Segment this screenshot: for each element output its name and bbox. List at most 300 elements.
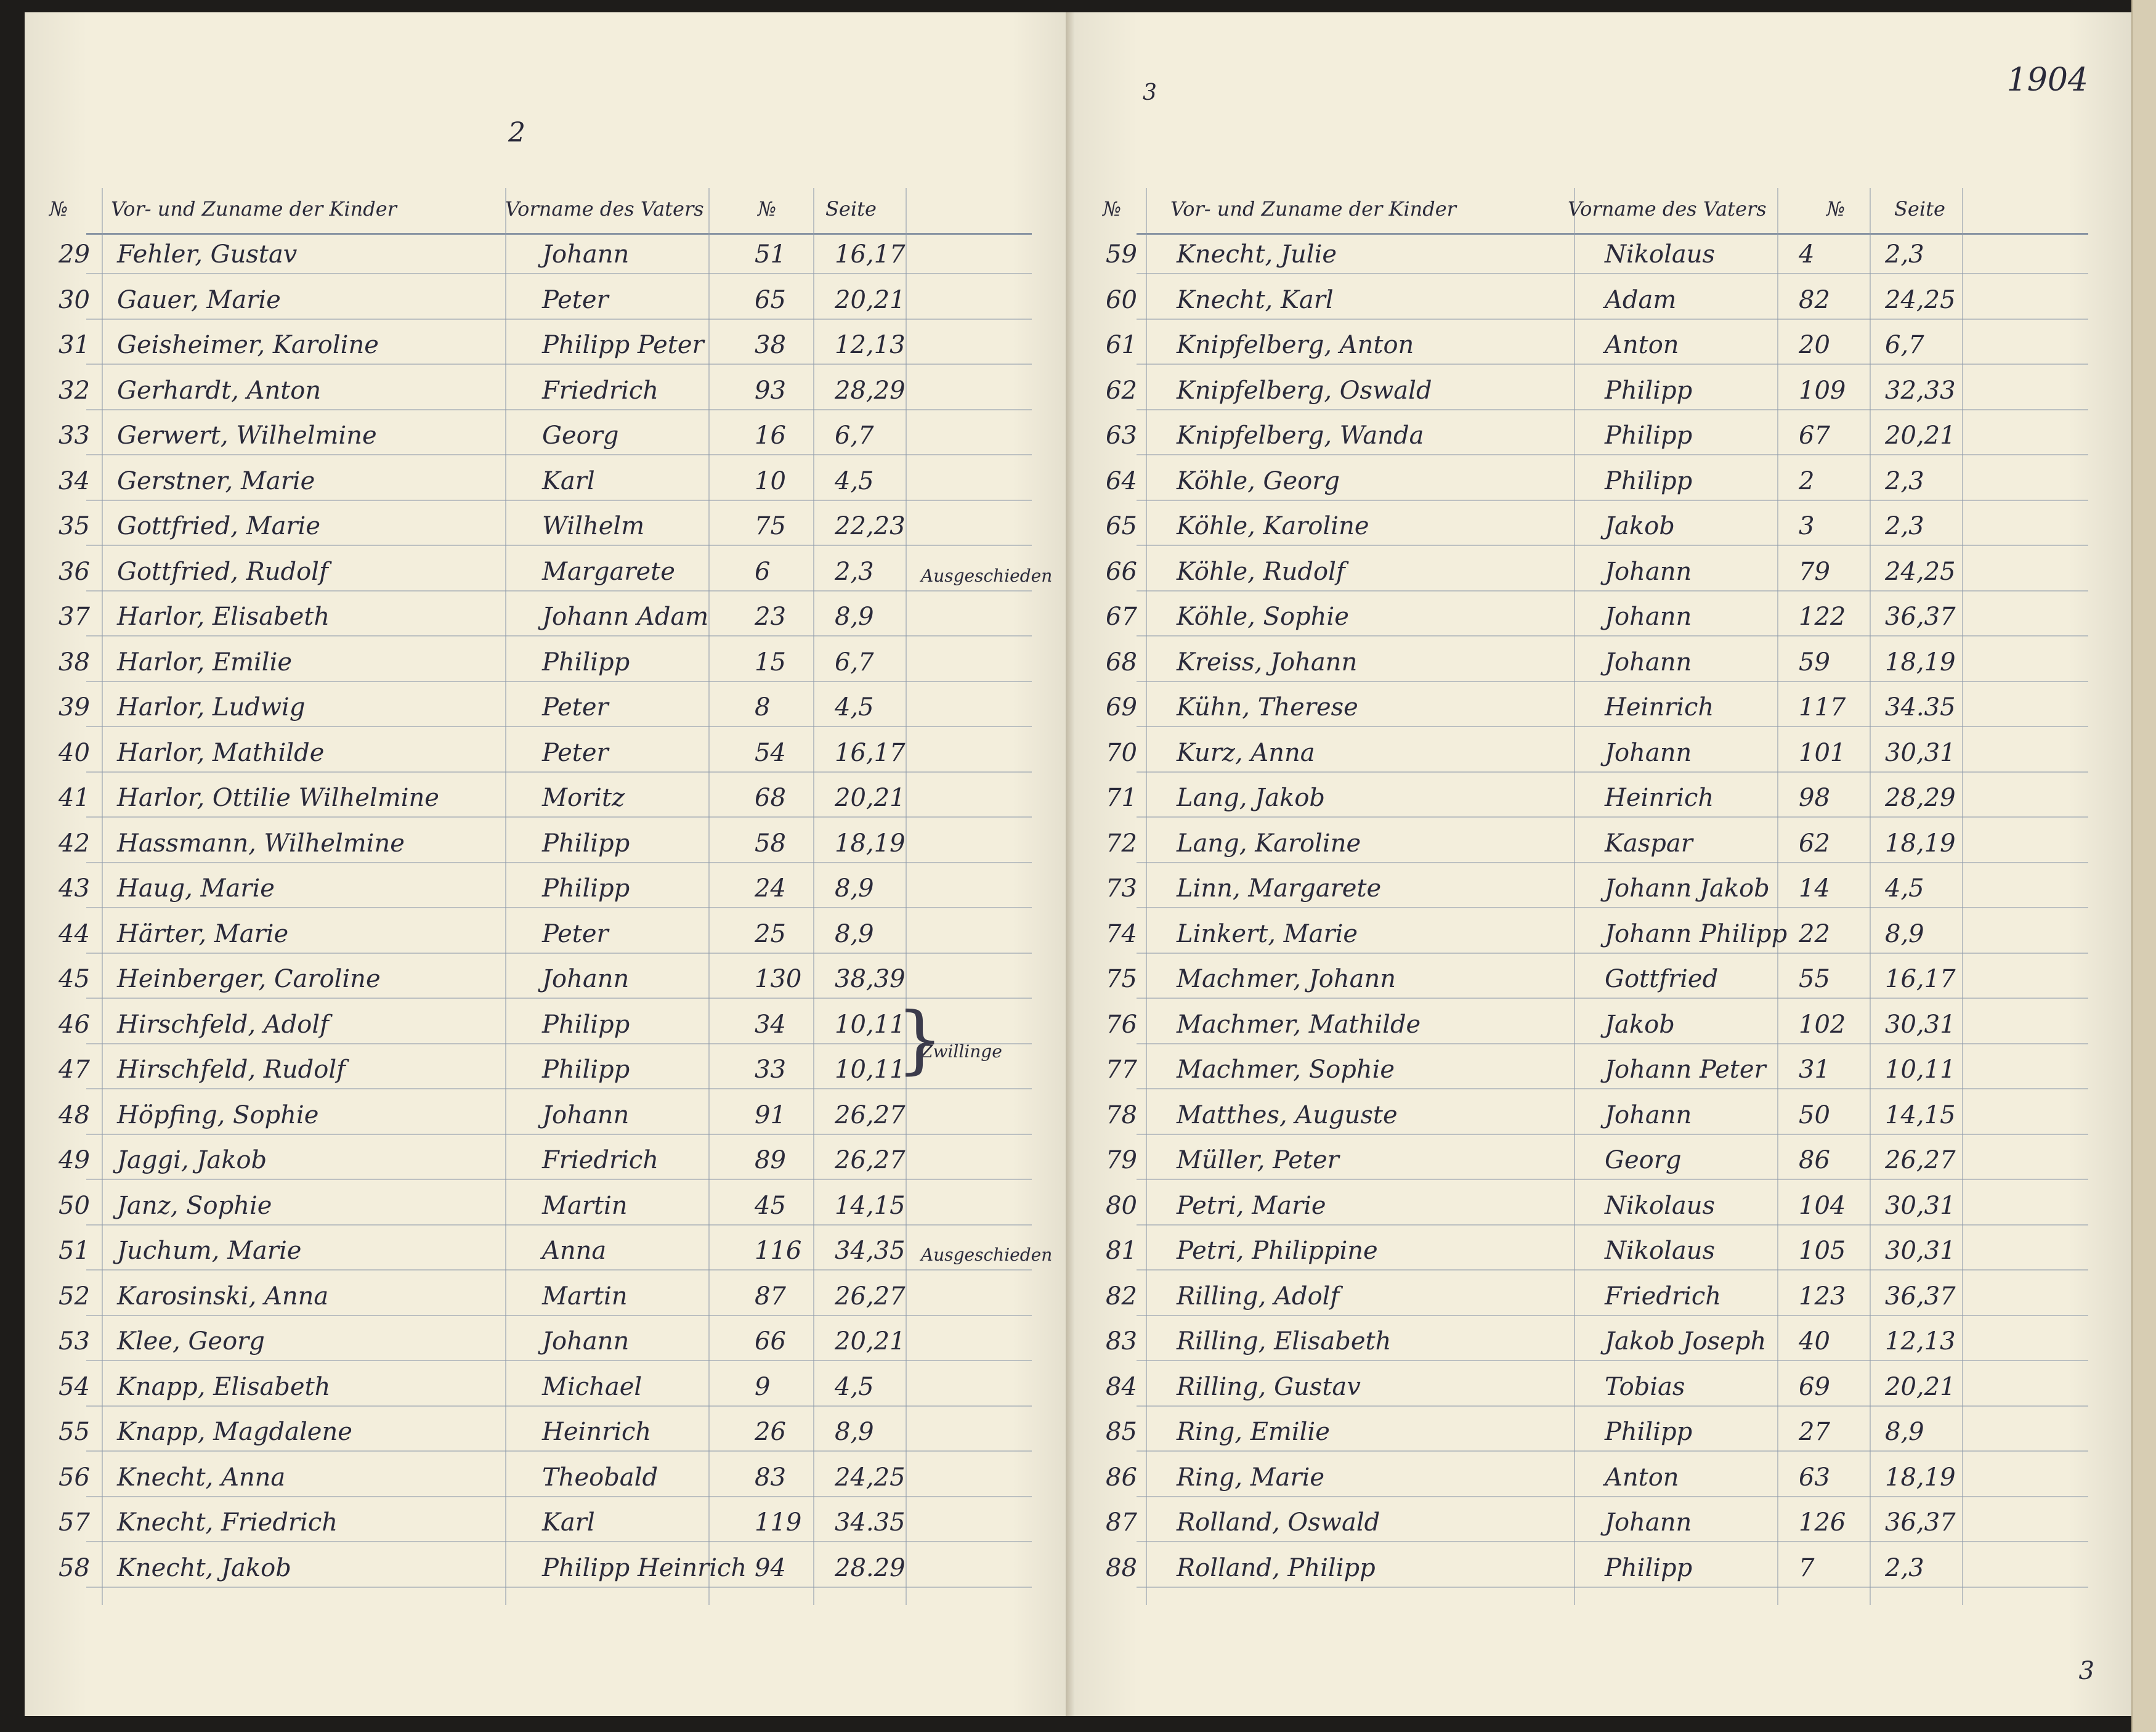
cell-name: Geisheimer, Karoline [117,331,379,359]
cell-nr: 47 [59,1055,90,1084]
cell-page: 8,9 [835,603,874,631]
cell-name: Harlor, Mathilde [117,738,325,767]
row-rule [86,590,1032,592]
cell-father: Johann Peter [1605,1055,1766,1084]
cell-father: Anton [1605,331,1679,359]
cell-nr: 86 [1106,1463,1137,1492]
cell-num: 2 [1799,466,1815,495]
cell-page: 6,7 [835,421,874,450]
cell-num: 63 [1799,1463,1830,1492]
cell-num: 7 [1799,1553,1815,1582]
cell-num: 8 [755,693,771,722]
row-note: Ausgeschieden [921,1245,1053,1265]
row-rule [86,681,1032,682]
cell-page: 8,9 [835,919,874,948]
cell-nr: 74 [1106,919,1137,948]
cell-page: 30,31 [1885,738,1956,767]
cell-nr: 64 [1106,466,1137,495]
cell-father: Philipp [1605,1418,1693,1446]
column-rule [1777,188,1778,1605]
cell-name: Harlor, Elisabeth [117,603,330,631]
row-rule [1137,454,2088,455]
cell-father: Nikolaus [1605,240,1716,269]
cell-nr: 52 [59,1282,90,1311]
cell-name: Machmer, Johann [1177,965,1396,993]
row-rule [86,1450,1032,1452]
cell-num: 55 [1799,965,1830,993]
cell-nr: 38 [59,648,90,677]
cell-name: Köhle, Sophie [1177,603,1349,631]
row-rule [86,1315,1032,1316]
cell-num: 51 [755,240,786,269]
cell-page: 2,3 [835,557,874,586]
header-nr: № [49,197,68,221]
cell-name: Jaggi, Jakob [117,1146,267,1174]
cell-nr: 84 [1106,1372,1137,1401]
row-rule [86,953,1032,954]
cell-name: Juchum, Marie [117,1237,302,1265]
cell-page: 34.35 [835,1508,906,1537]
cell-father: Jakob Joseph [1605,1327,1767,1356]
cell-father: Anton [1605,1463,1679,1492]
cell-num: 116 [755,1237,802,1265]
cell-father: Johann [542,240,630,269]
cell-nr: 75 [1106,965,1137,993]
cell-father: Karl [542,466,595,495]
cell-name: Knipfelberg, Oswald [1177,376,1432,405]
cell-name: Harlor, Emilie [117,648,293,677]
column-rule [813,188,814,1605]
cell-nr: 48 [59,1100,90,1129]
cell-page: 18,19 [835,829,906,858]
cell-page: 2,3 [1885,466,1924,495]
left-page [25,12,1075,1716]
header-child-name: Vor- und Zuname der Kinder [111,197,397,221]
cell-num: 40 [1799,1327,1830,1356]
cell-page: 28,29 [1885,784,1956,812]
cell-num: 59 [1799,648,1830,677]
cell-father: Heinrich [1605,784,1714,812]
page-edge [2131,0,2156,1732]
cell-num: 25 [755,919,786,948]
cell-num: 33 [755,1055,786,1084]
row-rule [86,862,1032,863]
cell-num: 68 [755,784,786,812]
cell-father: Margarete [542,557,675,586]
row-rule [86,1360,1032,1361]
row-rule [1137,1269,2088,1271]
header-number: № [1826,197,1846,221]
row-rule [86,907,1032,908]
cell-num: 126 [1799,1508,1846,1537]
cell-name: Rilling, Elisabeth [1177,1327,1392,1356]
cell-page: 2,3 [1885,240,1924,269]
cell-page: 10,11 [835,1010,906,1039]
cell-nr: 58 [59,1553,90,1582]
cell-num: 122 [1799,603,1846,631]
cell-name: Janz, Sophie [117,1191,272,1220]
cell-page: 10,11 [1885,1055,1956,1084]
cell-name: Karosinski, Anna [117,1282,329,1311]
cell-name: Köhle, Rudolf [1177,557,1345,586]
row-rule [1137,273,2088,274]
cell-page: 4,5 [835,693,874,722]
cell-father: Nikolaus [1605,1237,1716,1265]
cell-father: Peter [542,919,609,948]
cell-father: Johann [1605,648,1692,677]
cell-father: Johann [1605,557,1692,586]
row-rule [1137,953,2088,954]
cell-num: 104 [1799,1191,1846,1220]
header-number: № [758,197,777,221]
cell-name: Gerwert, Wilhelmine [117,421,377,450]
cell-page: 32,33 [1885,376,1956,405]
row-rule [1137,409,2088,410]
cell-father: Michael [542,1372,642,1401]
row-rule [1137,1179,2088,1180]
row-rule [86,545,1032,546]
cell-num: 67 [1799,421,1830,450]
row-rule [86,816,1032,818]
row-rule [1137,590,2088,592]
cell-father: Peter [542,738,609,767]
row-rule [1137,1088,2088,1089]
cell-name: Heinberger, Caroline [117,965,381,993]
row-rule [86,273,1032,274]
cell-page: 36,37 [1885,603,1956,631]
cell-nr: 77 [1106,1055,1137,1084]
cell-nr: 32 [59,376,90,405]
cell-name: Ring, Emilie [1177,1418,1330,1446]
cell-page: 4,5 [835,466,874,495]
cell-father: Gottfried [1605,965,1719,993]
cell-page: 38,39 [835,965,906,993]
cell-father: Philipp [542,874,630,903]
cell-father: Tobias [1605,1372,1685,1401]
cell-page: 30,31 [1885,1191,1956,1220]
cell-father: Johann [542,1100,630,1129]
cell-nr: 61 [1106,331,1137,359]
cell-num: 26 [755,1418,786,1446]
header-rule [1137,233,2088,235]
cell-name: Kreiss, Johann [1177,648,1358,677]
cell-num: 31 [1799,1055,1830,1084]
row-rule [1137,1587,2088,1588]
cell-name: Petri, Marie [1177,1191,1326,1220]
row-rule [1137,500,2088,501]
cell-nr: 35 [59,512,90,540]
cell-name: Klee, Georg [117,1327,265,1356]
cell-name: Knecht, Friedrich [117,1508,338,1537]
cell-nr: 79 [1106,1146,1137,1174]
row-rule [86,1541,1032,1542]
cell-name: Knecht, Karl [1177,285,1334,314]
row-rule [1137,907,2088,908]
cell-name: Kühn, Therese [1177,693,1358,722]
cell-num: 91 [755,1100,786,1129]
row-rule [1137,816,2088,818]
cell-nr: 73 [1106,874,1137,903]
row-rule [1137,1496,2088,1497]
cell-page: 16,17 [1885,965,1956,993]
cell-nr: 63 [1106,421,1137,450]
cell-page: 20,21 [1885,421,1956,450]
row-rule [86,1224,1032,1226]
cell-name: Gerstner, Marie [117,466,315,495]
cell-name: Köhle, Karoline [1177,512,1369,540]
cell-nr: 87 [1106,1508,1137,1537]
column-rule [102,188,103,1605]
row-rule [1137,1043,2088,1044]
cell-nr: 68 [1106,648,1137,677]
cell-nr: 34 [59,466,90,495]
cell-nr: 36 [59,557,90,586]
cell-father: Peter [542,285,609,314]
cell-num: 130 [755,965,802,993]
row-rule [1137,1360,2088,1361]
cell-num: 102 [1799,1010,1846,1039]
cell-page: 26,27 [835,1282,906,1311]
cell-page: 14,15 [1885,1100,1956,1129]
row-rule [86,454,1032,455]
row-note: Ausgeschieden [921,565,1053,586]
cell-nr: 31 [59,331,90,359]
cell-num: 82 [1799,285,1830,314]
cell-nr: 45 [59,965,90,993]
cell-name: Haug, Marie [117,874,275,903]
cell-page: 2,3 [1885,512,1924,540]
cell-nr: 66 [1106,557,1137,586]
cell-name: Linkert, Marie [1177,919,1358,948]
row-rule [1137,726,2088,727]
cell-num: 83 [755,1463,786,1492]
cell-nr: 40 [59,738,90,767]
cell-nr: 37 [59,603,90,631]
header-child-name: Vor- und Zuname der Kinder [1170,197,1456,221]
cell-page: 6,7 [835,648,874,677]
header-page: Seite [1894,197,1945,221]
cell-name: Gauer, Marie [117,285,281,314]
cell-num: 27 [1799,1418,1830,1446]
cell-page: 12,13 [1885,1327,1956,1356]
cell-page: 20,21 [835,285,906,314]
cell-father: Johann Philipp [1605,919,1788,948]
header-page: Seite [825,197,877,221]
row-note: Zwillinge [921,1041,1002,1062]
cell-nr: 88 [1106,1553,1137,1582]
cell-nr: 30 [59,285,90,314]
cell-name: Gottfried, Rudolf [117,557,328,586]
cell-father: Georg [1605,1146,1682,1174]
cell-num: 62 [1799,829,1830,858]
row-rule [1137,1134,2088,1135]
cell-page: 18,19 [1885,648,1956,677]
cell-nr: 55 [59,1418,90,1446]
cell-num: 45 [755,1191,786,1220]
row-rule [1137,681,2088,682]
cell-nr: 41 [59,784,90,812]
cell-nr: 43 [59,874,90,903]
cell-nr: 70 [1106,738,1137,767]
cell-num: 101 [1799,738,1846,767]
cell-name: Harlor, Ludwig [117,693,306,722]
left-page-number: 2 [508,117,525,148]
right-page [1075,12,2131,1716]
cell-page: 34.35 [1885,693,1956,722]
cell-father: Karl [542,1508,595,1537]
cell-father: Theobald [542,1463,659,1492]
column-rule [708,188,710,1605]
cell-father: Philipp [542,648,630,677]
cell-father: Johann [542,965,630,993]
cell-num: 16 [755,421,786,450]
cell-name: Gerhardt, Anton [117,376,322,405]
cell-name: Hirschfeld, Rudolf [117,1055,346,1084]
cell-father: Peter [542,693,609,722]
cell-nr: 44 [59,919,90,948]
cell-father: Moritz [542,784,625,812]
row-rule [86,771,1032,773]
cell-name: Hassmann, Wilhelmine [117,829,405,858]
cell-page: 4,5 [835,1372,874,1401]
row-rule [1137,635,2088,636]
cell-nr: 57 [59,1508,90,1537]
cell-nr: 51 [59,1237,90,1265]
cell-page: 8,9 [1885,919,1924,948]
cell-nr: 49 [59,1146,90,1174]
cell-num: 3 [1799,512,1815,540]
twins-brace: } [896,997,944,1083]
cell-num: 89 [755,1146,786,1174]
cell-nr: 80 [1106,1191,1137,1220]
row-rule [1137,1315,2088,1316]
cell-num: 75 [755,512,786,540]
cell-father: Heinrich [1605,693,1714,722]
header-nr: № [1103,197,1122,221]
cell-nr: 67 [1106,603,1137,631]
cell-num: 58 [755,829,786,858]
cell-name: Knapp, Elisabeth [117,1372,331,1401]
column-rule [1574,188,1575,1605]
cell-nr: 29 [59,240,90,269]
cell-father: Nikolaus [1605,1191,1716,1220]
cell-page: 28.29 [835,1553,906,1582]
cell-nr: 71 [1106,784,1137,812]
header-father-name: Vorname des Vaters [505,197,704,221]
cell-num: 86 [1799,1146,1830,1174]
cell-nr: 62 [1106,376,1137,405]
cell-num: 9 [755,1372,771,1401]
cell-father: Friedrich [542,376,659,405]
cell-nr: 81 [1106,1237,1137,1265]
cell-num: 34 [755,1010,786,1039]
cell-name: Fehler, Gustav [117,240,298,269]
cell-name: Petri, Philippine [1177,1237,1378,1265]
row-rule [86,1269,1032,1271]
cell-nr: 82 [1106,1282,1137,1311]
cell-father: Johann [1605,1100,1692,1129]
cell-name: Knecht, Julie [1177,240,1337,269]
cell-nr: 83 [1106,1327,1137,1356]
column-rule [1146,188,1147,1605]
cell-page: 12,13 [835,331,906,359]
cell-father: Johann [542,1327,630,1356]
cell-num: 14 [1799,874,1830,903]
row-rule [86,1587,1032,1588]
cell-name: Köhle, Georg [1177,466,1340,495]
cell-num: 15 [755,648,786,677]
cell-num: 66 [755,1327,786,1356]
cell-father: Jakob [1605,1010,1675,1039]
cell-nr: 50 [59,1191,90,1220]
cell-nr: 65 [1106,512,1137,540]
cell-num: 117 [1799,693,1846,722]
cell-page: 28,29 [835,376,906,405]
cell-father: Anna [542,1237,607,1265]
row-rule [1137,998,2088,999]
cell-father: Friedrich [542,1146,659,1174]
row-rule [86,1179,1032,1180]
cell-nr: 39 [59,693,90,722]
cell-father: Adam [1605,285,1677,314]
cell-father: Philipp [1605,421,1693,450]
cell-page: 20,21 [835,784,906,812]
cell-nr: 85 [1106,1418,1137,1446]
cell-page: 8,9 [835,1418,874,1446]
cell-nr: 33 [59,421,90,450]
cell-name: Höpfing, Sophie [117,1100,319,1129]
row-rule [86,726,1032,727]
cell-father: Philipp [1605,1553,1693,1582]
cell-nr: 54 [59,1372,90,1401]
cell-nr: 78 [1106,1100,1137,1129]
cell-page: 20,21 [1885,1372,1956,1401]
row-rule [1137,1450,2088,1452]
cell-name: Rilling, Gustav [1177,1372,1361,1401]
cell-father: Johann [1605,738,1692,767]
cell-page: 14,15 [835,1191,906,1220]
cell-num: 4 [1799,240,1815,269]
cell-nr: 60 [1106,285,1137,314]
cell-name: Kurz, Anna [1177,738,1315,767]
row-rule [86,319,1032,320]
cell-nr: 53 [59,1327,90,1356]
cell-page: 24,25 [835,1463,906,1492]
cell-father: Martin [542,1191,628,1220]
cell-nr: 59 [1106,240,1137,269]
cell-father: Johann [1605,603,1692,631]
cell-num: 22 [1799,919,1830,948]
cell-father: Philipp [542,1055,630,1084]
cell-num: 24 [755,874,786,903]
row-rule [1137,771,2088,773]
cell-name: Machmer, Mathilde [1177,1010,1421,1039]
cell-page: 8,9 [835,874,874,903]
cell-page: 26,27 [1885,1146,1956,1174]
cell-page: 16,17 [835,240,906,269]
cell-father: Johann Adam [542,603,709,631]
cell-father: Johann Jakob [1605,874,1770,903]
cell-name: Knipfelberg, Anton [1177,331,1414,359]
cell-father: Wilhelm [542,512,645,540]
row-rule [86,635,1032,636]
cell-name: Harlor, Ottilie Wilhelmine [117,784,439,812]
row-rule [86,1405,1032,1407]
row-rule [86,1134,1032,1135]
cell-nr: 42 [59,829,90,858]
cell-father: Philipp [542,829,630,858]
cell-num: 119 [755,1508,802,1537]
